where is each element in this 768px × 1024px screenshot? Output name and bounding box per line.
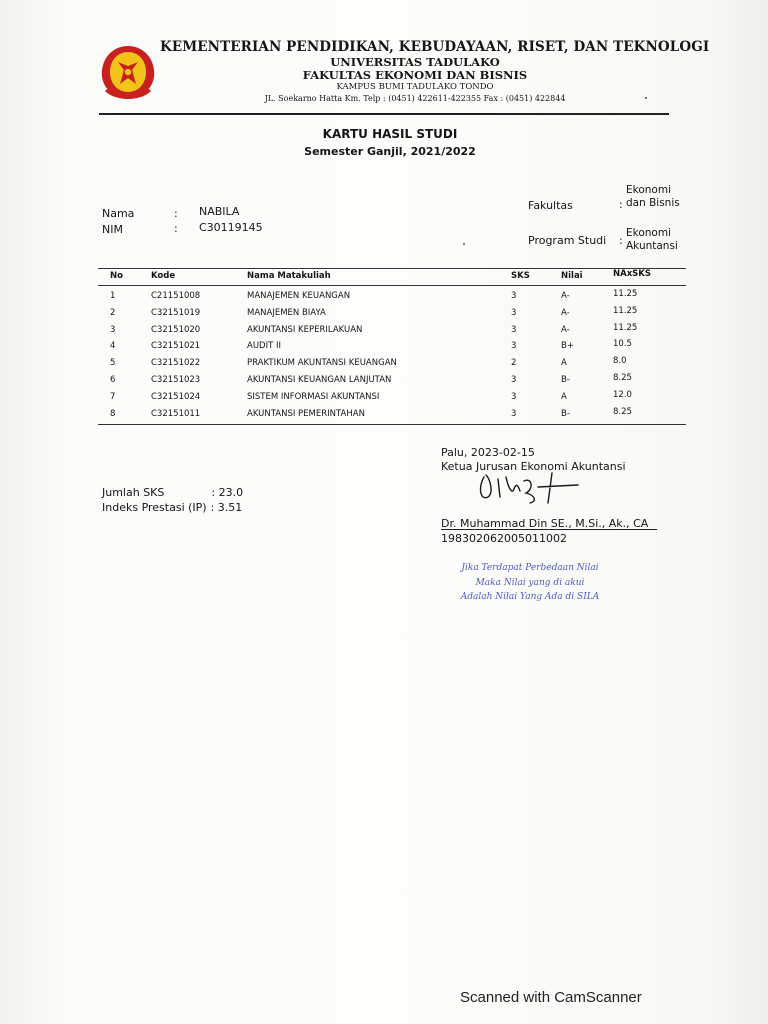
semester-label: Semester Ganjil, 2021/2022 bbox=[304, 145, 476, 158]
table-row bbox=[0, 341, 768, 358]
paper-speck bbox=[645, 97, 647, 99]
ip-row bbox=[102, 501, 242, 514]
header-nilai: Nilai bbox=[561, 271, 583, 281]
row-sks: 3 bbox=[511, 324, 517, 335]
signer-nip: 198302062005011002 bbox=[441, 532, 567, 545]
table-row bbox=[0, 305, 768, 325]
total-sks-value: : 23.0 bbox=[211, 486, 244, 499]
ip-value: : 3.51 bbox=[210, 501, 243, 514]
ministry-name: KEMENTERIAN PENDIDIKAN, KEBUDAYAAN, RISET, DAN TEKNOLOGI bbox=[160, 39, 710, 55]
letterhead-divider bbox=[99, 113, 669, 115]
header-sks: SKS bbox=[511, 271, 530, 281]
table-row bbox=[0, 358, 768, 375]
signer-name: Dr. Muhammad Din SE., M.Si., Ak., CA bbox=[441, 517, 649, 530]
nim-label: NIM bbox=[102, 223, 123, 236]
student-program: Ekonomi Akuntansi bbox=[626, 227, 678, 252]
row-sks: 3 bbox=[511, 291, 517, 301]
table-top-rule bbox=[98, 268, 686, 269]
table-bottom-rule bbox=[98, 424, 686, 425]
row-sks: 3 bbox=[511, 307, 517, 318]
row-naxsks: 11.25 bbox=[613, 289, 638, 299]
student-nim: C30119145 bbox=[199, 221, 263, 234]
table-row bbox=[0, 406, 768, 426]
row-nilai: B+ bbox=[561, 341, 574, 352]
program-colon: : bbox=[619, 234, 623, 247]
row-no: 1 bbox=[110, 291, 116, 301]
row-no: 3 bbox=[110, 324, 116, 335]
program-label: Program Studi bbox=[528, 234, 607, 247]
row-nilai: A- bbox=[561, 291, 570, 301]
header-no: No bbox=[110, 271, 123, 281]
row-kode: C32151011 bbox=[151, 408, 201, 419]
student-faculty: Ekonomi dan Bisnis bbox=[626, 184, 680, 209]
row-sks: 3 bbox=[511, 408, 517, 419]
signer-position: Ketua Jurusan Ekonomi Akuntansi bbox=[441, 460, 626, 473]
row-no: 2 bbox=[110, 307, 116, 318]
nim-colon: : bbox=[174, 222, 178, 235]
row-naxsks: 8.0 bbox=[613, 356, 627, 367]
table-row bbox=[0, 322, 768, 342]
stamp-line-3: Adalah Nilai Yang Ada di SILA bbox=[460, 592, 600, 602]
place-date: Palu, 2023-02-15 bbox=[441, 446, 535, 459]
faculty-label: Fakultas bbox=[528, 199, 573, 212]
row-nama-matakuliah: MANAJEMEN KEUANGAN bbox=[247, 291, 351, 301]
row-kode: C32151022 bbox=[151, 358, 201, 369]
camscanner-watermark: Scanned with CamScanner bbox=[460, 989, 642, 1006]
row-nama-matakuliah: AKUNTANSI PEMERINTAHAN bbox=[247, 408, 365, 419]
row-nama-matakuliah: AUDIT II bbox=[247, 341, 281, 352]
row-nilai: B- bbox=[561, 408, 570, 419]
row-nilai: A- bbox=[561, 324, 570, 335]
row-sks: 3 bbox=[511, 341, 517, 352]
ip-label: Indeks Prestasi (IP) bbox=[102, 501, 207, 514]
total-sks-label: Jumlah SKS bbox=[102, 486, 165, 499]
row-nilai: B- bbox=[561, 375, 570, 385]
row-kode: C32151020 bbox=[151, 324, 201, 335]
row-nama-matakuliah: AKUNTANSI KEUANGAN LANJUTAN bbox=[247, 375, 392, 385]
row-naxsks: 12.0 bbox=[613, 389, 632, 400]
document-title: KARTU HASIL STUDI bbox=[322, 127, 458, 141]
row-sks: 3 bbox=[511, 391, 517, 402]
total-sks-row bbox=[102, 486, 243, 499]
header-naxsks: NAxSKS bbox=[613, 269, 652, 279]
faculty-colon: : bbox=[619, 198, 623, 211]
row-nama-matakuliah: SISTEM INFORMASI AKUNTANSI bbox=[247, 391, 380, 402]
signature-underline bbox=[441, 529, 657, 530]
stamp-line-2: Maka Nilai yang di akui bbox=[475, 578, 585, 588]
row-nama-matakuliah: MANAJEMEN BIAYA bbox=[247, 307, 326, 318]
table-row bbox=[0, 375, 768, 392]
row-sks: 3 bbox=[511, 375, 517, 385]
row-nilai: A bbox=[561, 358, 567, 369]
row-nilai: A bbox=[561, 391, 567, 402]
row-kode: C32151024 bbox=[151, 391, 201, 402]
row-nama-matakuliah: PRAKTIKUM AKUNTANSI KEUANGAN bbox=[247, 358, 397, 369]
row-naxsks: 11.25 bbox=[613, 305, 638, 316]
table-row bbox=[0, 291, 768, 308]
header-kode: Kode bbox=[151, 271, 176, 281]
campus-name: KAMPUS BUMI TADULAKO TONDO bbox=[336, 82, 494, 92]
name-label: Nama bbox=[102, 207, 135, 220]
row-nilai: A- bbox=[561, 307, 570, 318]
table-header-rule bbox=[98, 285, 686, 286]
row-kode: C21151008 bbox=[151, 291, 201, 301]
row-sks: 2 bbox=[511, 358, 517, 369]
address-line: JL. Soekarno Hatta Km. Telp : (0451) 422611-422355 Fax : (0451) 422844 bbox=[264, 94, 566, 103]
name-colon: : bbox=[174, 207, 178, 220]
paper-speck bbox=[463, 243, 465, 245]
row-kode: C32151023 bbox=[151, 375, 201, 385]
row-naxsks: 11.25 bbox=[613, 322, 638, 333]
student-name: NABILA bbox=[199, 205, 240, 218]
row-nama-matakuliah: AKUNTANSI KEPERILAKUAN bbox=[247, 324, 363, 335]
table-row bbox=[0, 389, 768, 409]
row-no: 8 bbox=[110, 408, 116, 419]
university-logo bbox=[96, 40, 160, 104]
row-no: 5 bbox=[110, 358, 116, 369]
row-naxsks: 10.5 bbox=[613, 339, 632, 350]
row-naxsks: 8.25 bbox=[613, 406, 632, 417]
university-name: UNIVERSITAS TADULAKO bbox=[330, 55, 500, 69]
row-naxsks: 8.25 bbox=[613, 373, 632, 383]
row-kode: C32151019 bbox=[151, 307, 201, 318]
row-no: 7 bbox=[110, 391, 116, 402]
header-nama-matakuliah: Nama Matakuliah bbox=[247, 271, 331, 281]
stamp-line-1: Jika Terdapat Perbedaan Nilai bbox=[461, 563, 599, 573]
row-no: 4 bbox=[110, 341, 116, 352]
row-no: 6 bbox=[110, 375, 116, 385]
faculty-name: FAKULTAS EKONOMI DAN BISNIS bbox=[302, 68, 528, 82]
row-kode: C32151021 bbox=[151, 341, 201, 352]
handwritten-signature bbox=[468, 467, 588, 507]
